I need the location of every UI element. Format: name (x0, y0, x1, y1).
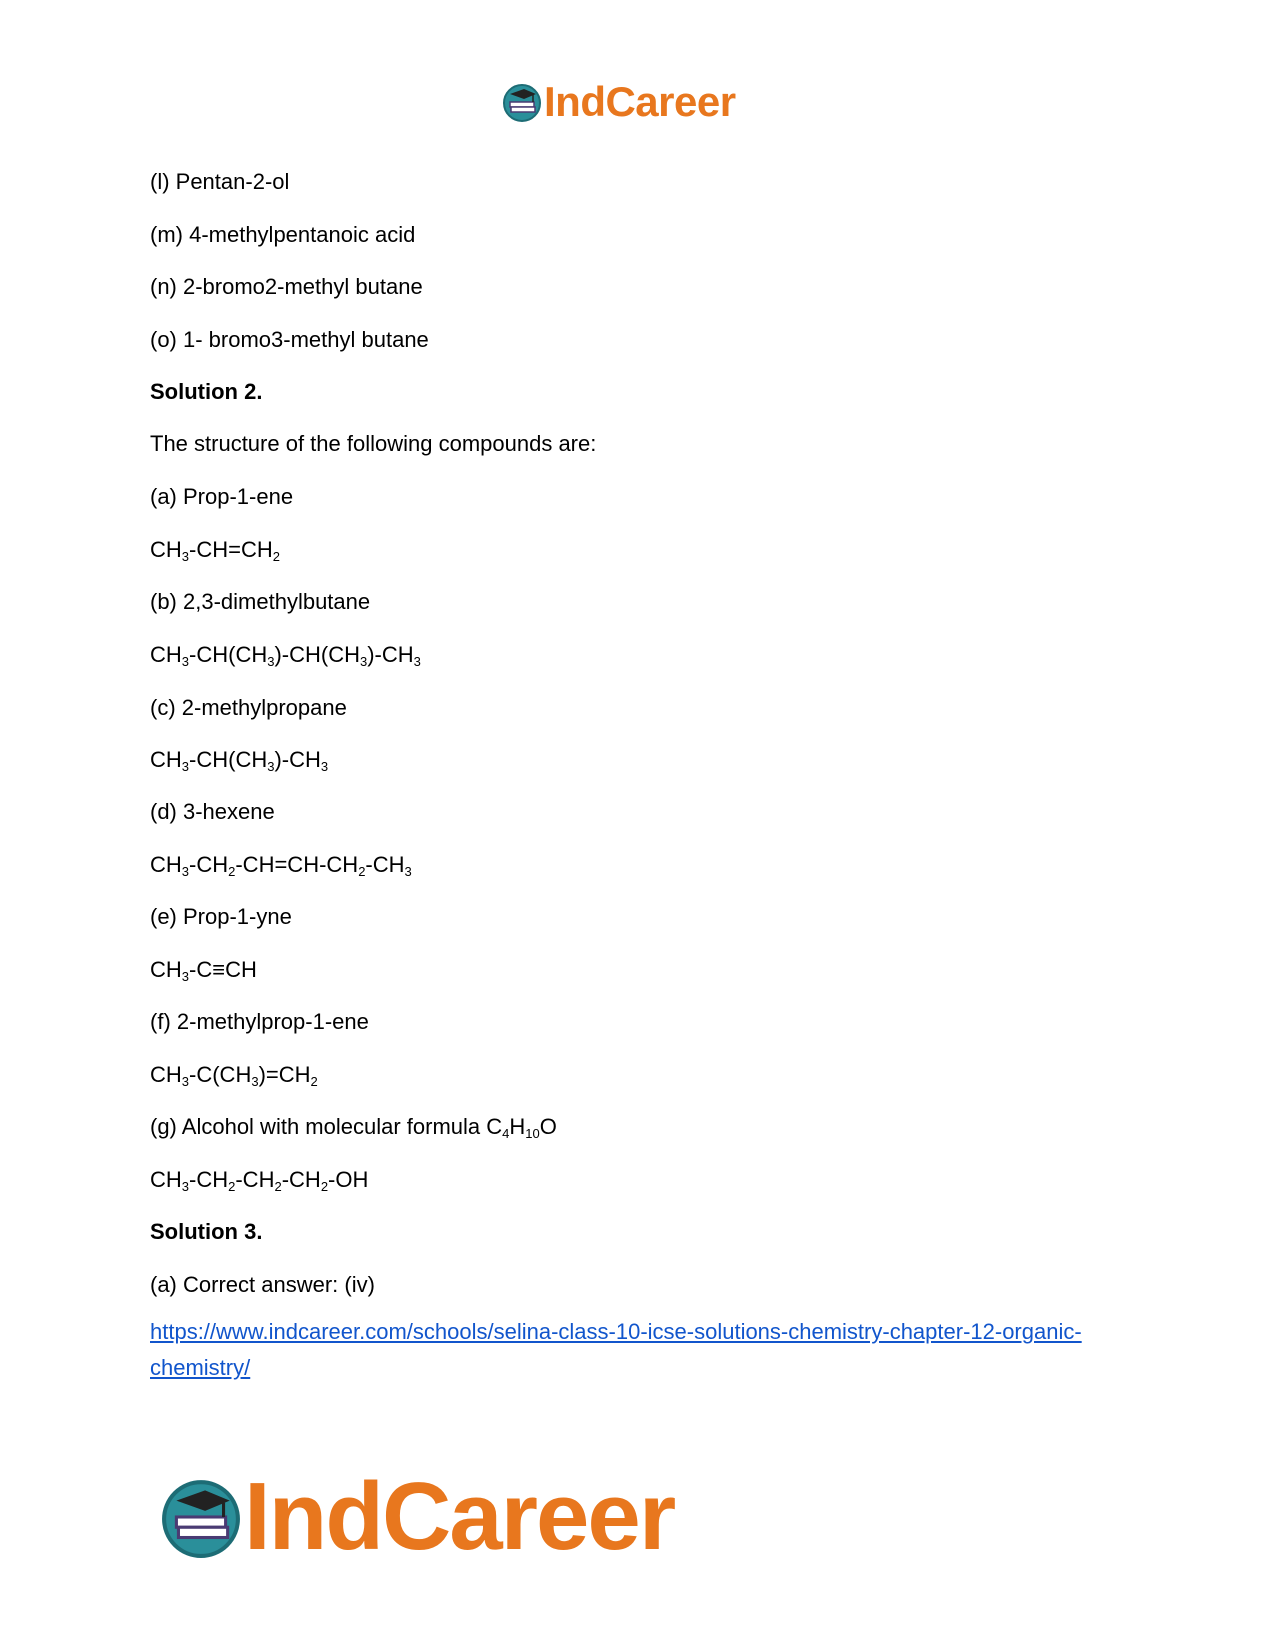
item-l: (l) Pentan-2-ol (150, 169, 290, 194)
book-globe-icon (502, 82, 542, 122)
compound-f-formula: $CH_3-C(CH_3)=CH_2$ (150, 1062, 318, 1089)
item-m: (m) 4-methylpentanoic acid (150, 222, 416, 247)
indcareer-logo-bottom (160, 1462, 674, 1572)
compound-d-label: (d) 3-hexene (150, 799, 275, 824)
compound-a-formula: $CH_3-CH=CH_2$ (150, 537, 280, 564)
compound-b-formula: $CH_3-CH(CH_3)-CH(CH_3)-CH_3$ (150, 642, 421, 669)
compound-g-label: (g) Alcohol with molecular formula $C_4H_{10}O$ (150, 1114, 557, 1141)
compound-a-label: (a) Prop-1-ene (150, 484, 294, 509)
compound-e-formula: $CH_3-C\equiv CH$ (150, 957, 257, 984)
compound-e-label: (e) Prop-1-yne (150, 904, 292, 929)
solution-2-intro: The structure of the following compounds are: (150, 431, 597, 456)
logo-text: IndCareer (544, 78, 736, 125)
source-link[interactable] (150, 1314, 1130, 1386)
item-o: (o) 1- bromo3-methyl butane (150, 327, 429, 352)
compound-b-label: (b) 2,3-dimethylbutane (150, 589, 371, 614)
compound-d-formula: $CH_3-CH_2-CH=CH-CH_2-CH_3$ (150, 852, 412, 879)
compound-c-formula: $CH_3-CH(CH_3)-CH_3$ (150, 747, 329, 774)
solution-3-heading: Solution 3. (150, 1219, 263, 1244)
item-n: (n) 2-bromo2-methyl butane (150, 274, 423, 299)
source-link-line2[interactable]: chemistry/ (150, 1355, 251, 1380)
solution-3-a: (a) Correct answer: (iv) (150, 1272, 375, 1297)
book-globe-icon (160, 1476, 242, 1558)
source-link-line1[interactable]: https://www.indcareer.com/schools/selina-class-10-icse-solutions-chemistry-chapter-12-organic- (150, 1319, 1082, 1344)
compound-f-label: (f) 2-methylprop-1-ene (150, 1009, 369, 1034)
compound-c-label: (c) 2-methylpropane (150, 695, 347, 720)
compound-g-formula: $CH_3-CH_2-CH_2-CH_2-OH$ (150, 1167, 369, 1194)
indcareer-logo-top (502, 78, 736, 126)
logo-text: IndCareer (244, 1463, 675, 1570)
solution-2-heading: Solution 2. (150, 379, 263, 404)
